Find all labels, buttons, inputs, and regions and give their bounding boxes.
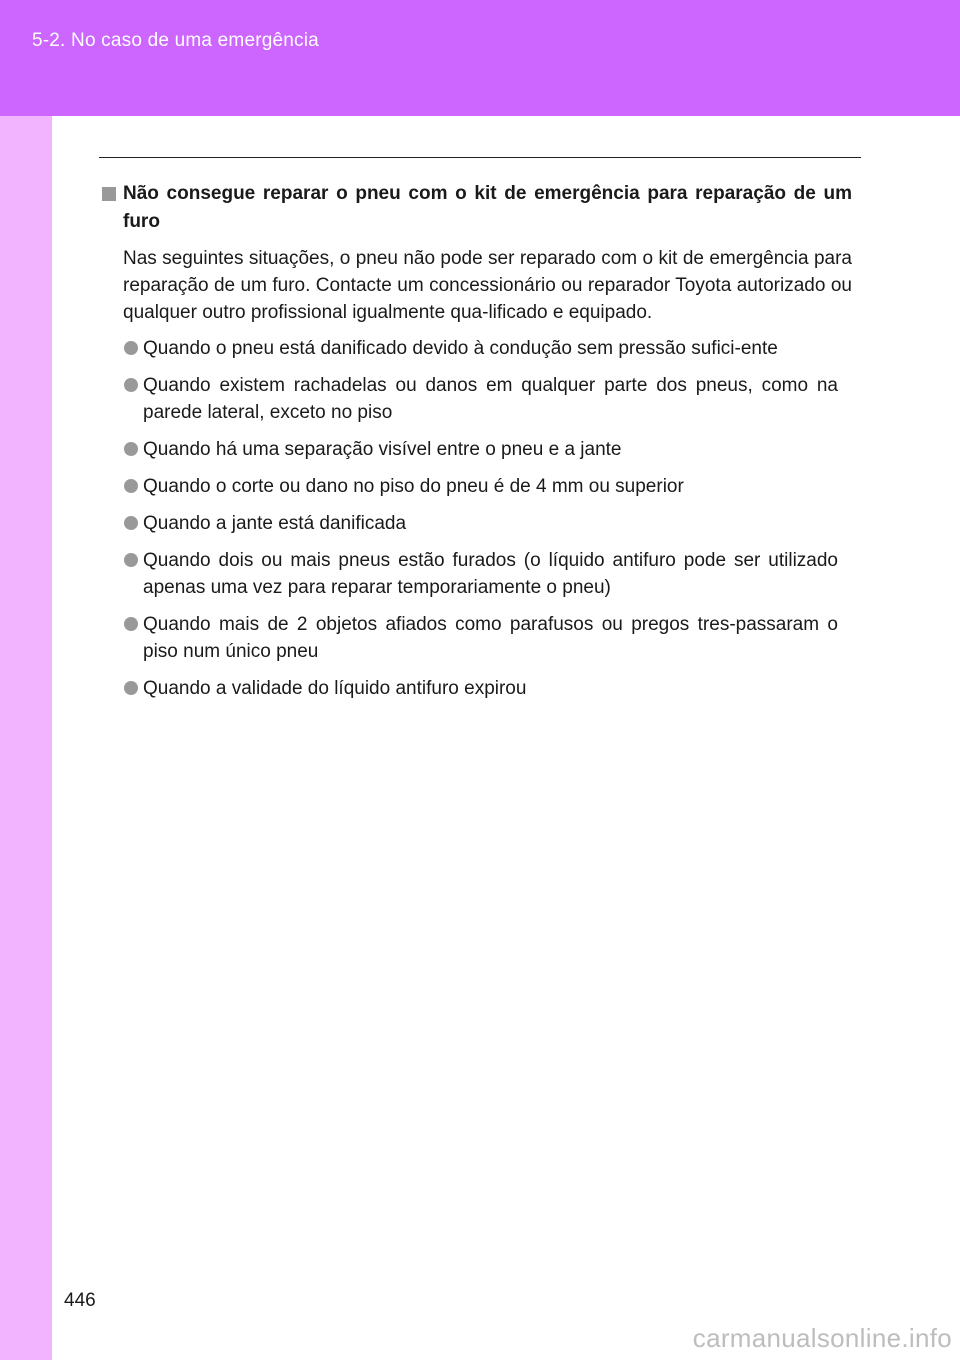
list-item-text: Quando mais de 2 objetos afiados como parafusos ou pregos tres-passaram o piso num único pneu [143,614,838,662]
round-bullet-icon [124,681,138,695]
round-bullet-icon [124,341,138,355]
page-header [0,0,960,116]
intro-paragraph: Nas seguintes situações, o pneu não pode ser reparado com o kit de emergência para reparação de um furo. Contacte um concessionário ou reparador Toyota autorizado ou qualquer outro profissional igualmente qua-lificado e equipado. [123,248,852,323]
list-item [100,436,852,463]
main-content [100,180,852,712]
list-item [100,335,852,362]
list-item [100,675,852,702]
round-bullet-icon [124,553,138,567]
round-bullet-icon [124,378,138,392]
watermark: carmanualsonline.info [692,1323,952,1353]
list-item [100,372,852,426]
side-strip [0,116,52,1360]
list-item-text: Quando o corte ou dano no piso do pneu é de 4 mm ou superior [143,476,684,497]
list-item-text: Quando existem rachadelas ou danos em qualquer parte dos pneus, como na parede lateral, exceto no piso [143,375,838,423]
condition-list [100,335,852,702]
round-bullet-icon [124,617,138,631]
page-number: 446 [64,1290,96,1311]
round-bullet-icon [124,479,138,493]
section-heading [100,180,852,236]
round-bullet-icon [124,442,138,456]
list-item-text: Quando a validade do líquido antifuro expirou [143,678,527,699]
list-item [100,510,852,537]
list-item [100,473,852,500]
square-bullet-icon [102,187,116,201]
list-item-text: Quando há uma separação visível entre o pneu e a jante [143,439,622,460]
list-item [100,547,852,601]
section-heading-text: Não consegue reparar o pneu com o kit de emergência para reparação de um furo [123,183,852,232]
section-title: 5-2. No caso de uma emergência [32,30,319,51]
list-item-text: Quando dois ou mais pneus estão furados (o líquido antifuro pode ser utilizado apenas uma vez para reparar temporariamente o pneu) [143,550,838,598]
list-item-text: Quando a jante está danificada [143,513,407,534]
round-bullet-icon [124,516,138,530]
list-item [100,611,852,665]
list-item-text: Quando o pneu está danificado devido à condução sem pressão sufici-ente [143,338,778,359]
divider-rule [99,157,861,158]
